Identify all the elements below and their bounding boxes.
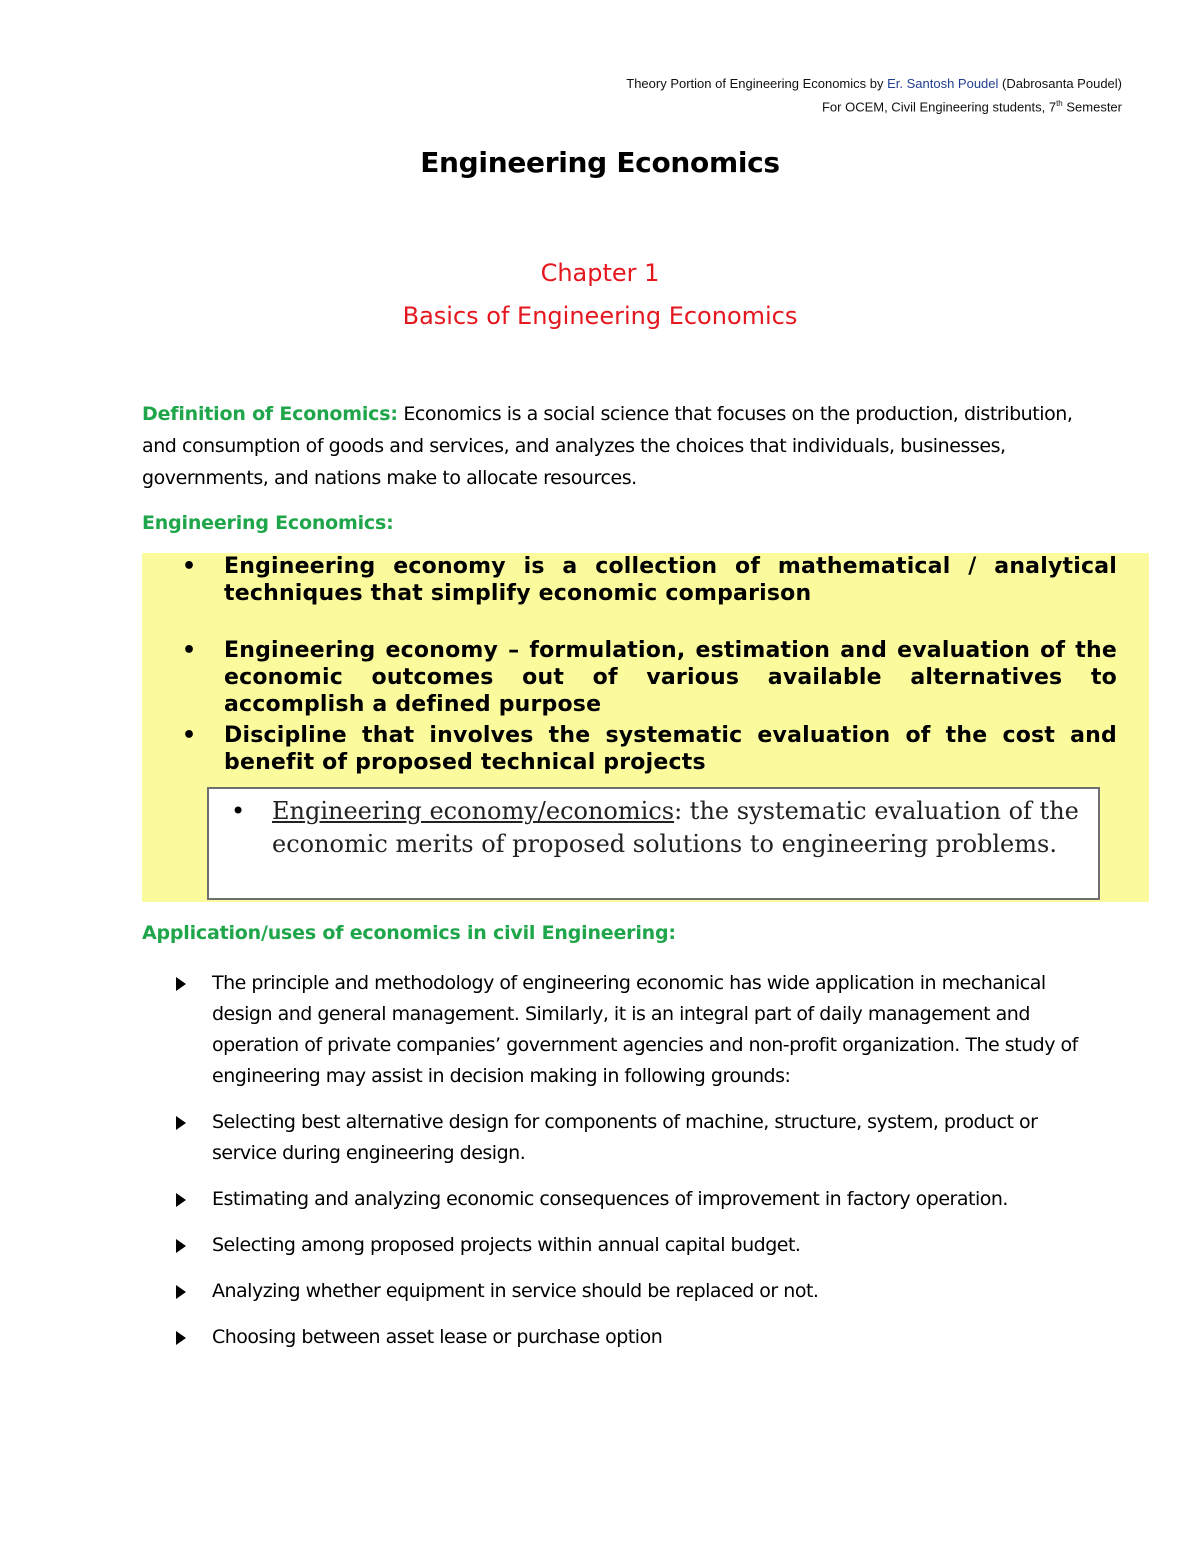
engineering-economics-heading: Engineering Economics: [142,512,394,534]
triangle-bullet-icon [176,1285,186,1299]
triangle-bullet-icon [176,1239,186,1253]
highlight-bullet: • Discipline that involves the systematic evaluation of the cost and benefit of proposed technical projects [182,723,1117,775]
highlight-box [142,553,1149,902]
list-item: Choosing between asset lease or purchase option [175,1322,1105,1353]
definition-callout [207,787,1100,900]
callout-term: Engineering economy/economics [272,797,675,825]
chapter-heading [0,252,1200,338]
triangle-bullet-icon [176,1116,186,1130]
chapter-number: Chapter 1 [540,259,660,287]
definition-paragraph [142,398,1077,494]
highlight-bullet: • Engineering economy is a collection of mathematical / analytical techniques that simplify economic comparison [182,554,1117,606]
list-item: Selecting among proposed projects within annual capital budget. [175,1230,1105,1261]
definition-text: Economics is a social science that focuses on the production, distribution, and consumption of goods and services, and analyzes the choices that individuals, businesses, governments, and nations make to allocate resources. [142,403,1073,489]
document-title: Engineering Economics [420,146,780,179]
applications-heading: Application/uses of economics in civil Engineering: [142,922,676,944]
page-header [626,74,1122,117]
bullet-dot-icon: • [182,723,197,748]
chapter-name: Basics of Engineering Economics [402,302,798,330]
triangle-bullet-icon [176,1331,186,1345]
highlight-bullet: • Engineering economy – formulation, estimation and evaluation of the economic outcomes out of various available alternatives to accomplish a defined purpose [182,638,1117,717]
definition-label: Definition of Economics: [142,403,398,425]
header-line-2: For OCEM, Civil Engineering students, 7th Semester [821,99,1122,115]
bullet-dot-icon: • [182,554,197,579]
bullet-dot-icon: • [182,638,197,663]
triangle-bullet-icon [176,1193,186,1207]
bullet-dot-icon: • [231,797,246,825]
callout-text: Engineering economy/economics: the systematic evaluation of the economic merits of proposed solutions to engineering problems. [272,797,1079,858]
author-name: Er. Santosh Poudel [887,76,999,91]
header-line-1: Theory Portion of Engineering Economics by Er. Santosh Poudel (Dabrosanta Poudel) [626,76,1122,91]
list-item: Analyzing whether equipment in service should be replaced or not. [175,1276,1105,1307]
list-item: The principle and methodology of engineering economic has wide application in mechanical design and general management. Similarly, it is an integral part of daily management and operation of private companies’ government agencies and non-profit organization. The study of engineering may assist in decision making in following grounds: [175,968,1105,1092]
list-item: Selecting best alternative design for components of machine, structure, system, product or service during engineering design. [175,1107,1105,1169]
list-item: Estimating and analyzing economic consequences of improvement in factory operation. [175,1184,1105,1215]
triangle-bullet-icon [176,977,186,991]
applications-list [175,968,1105,1368]
